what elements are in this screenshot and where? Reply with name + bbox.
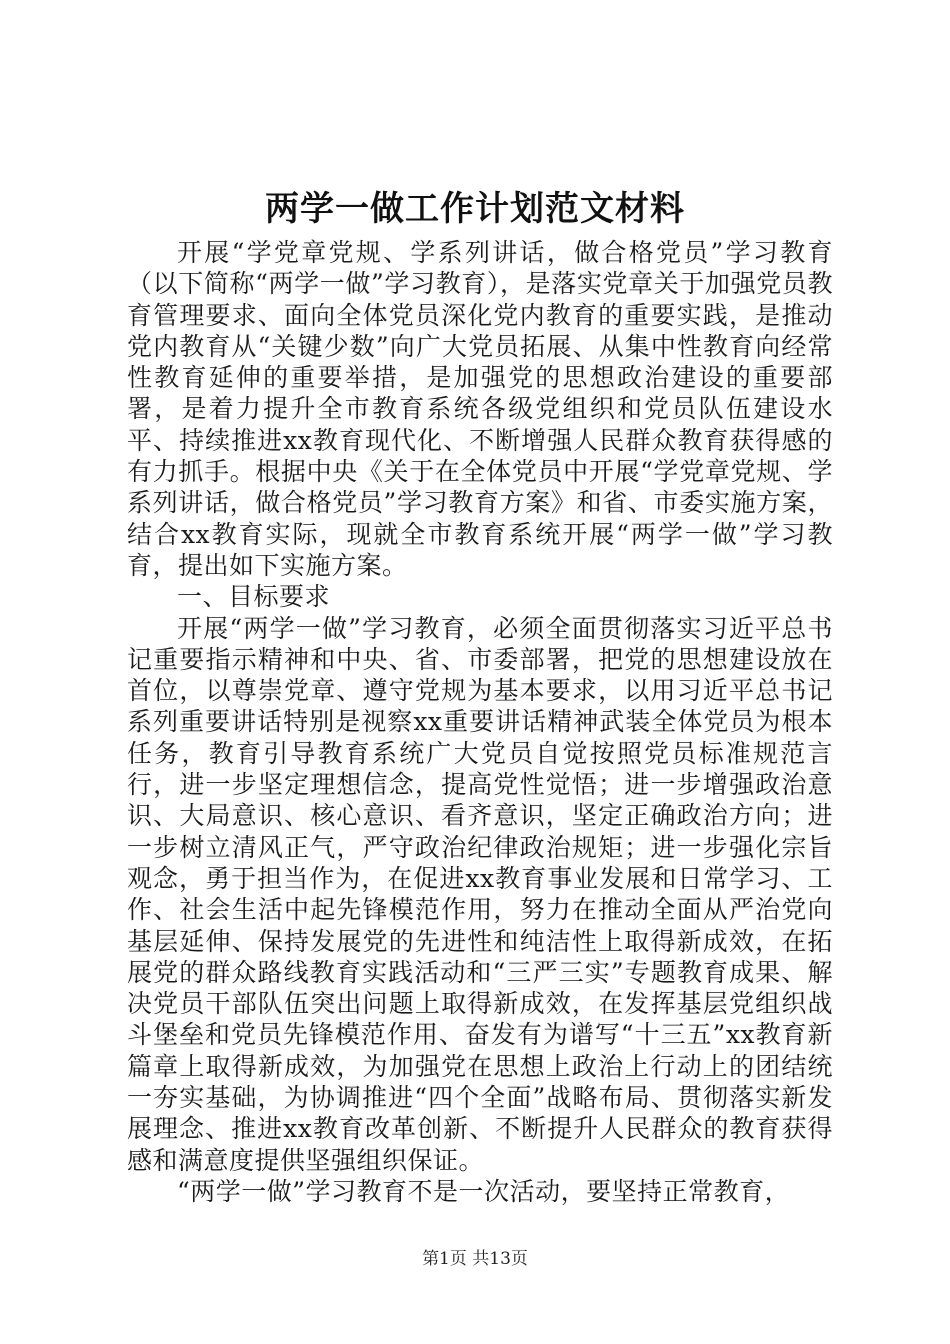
paragraph-continuation: “两学一做”学习教育不是一次活动，要坚持正常教育， — [177, 1176, 791, 1206]
document-title: 两学一做工作计划范文材料 — [265, 189, 685, 229]
paragraph-goals: 开展“两学一做”学习教育，必须全面贯彻落实习近平总书记重要指示精神和中央、省、市委部署，把党的思想建设放在首位，以尊崇党章、遵守党规为基本要求，以用习近平总书记系列重要讲话特别是视察xx重要讲话精神武装全体党员为根本任务，教育引导教育系统广大党员自觉按照党员标准规范言行，进一步坚定理想信念，提高党性觉悟；进一步增强政治意识、大局意识、核心意识、看齐意识，坚定正确政治方向；进一步树立清风正气，严守政治纪律政治规矩；进一步强化宗旨观念，勇于担当作为，在促进xx教育事业发展和日常学习、工作、社会生活中起先锋模范作用，努力在推动全面从严治党向基层延伸、保持发展党的先进性和纯洁性上取得新成效，在拓展党的群众路线教育实践活动和“三严三实”专题教育成果、解决党员干部队伍突出问题上取得新成效，在发挥基层党组织战斗堡垒和党员先锋模范作用、奋发有为谱写“十三五”xx教育新篇章上取得新成效，为加强党在思想上政治上行动上的团结统一夯实基础，为协调推进“四个全面”战略布局、贯彻落实新发展理念、推进xx教育改革创新、不断提升人民群众的教育获得感和满意度提供坚强组织保证。 — [127, 613, 833, 1175]
document-body — [127, 237, 833, 1207]
section-heading-goals: 一、目标要求 — [177, 582, 331, 612]
page-footer: 第1页 共13页 — [422, 1249, 528, 1269]
paragraph-intro: 开展“学党章党规、学系列讲话，做合格党员”学习教育（以下简称“两学一做”学习教育），是落实党章关于加强党员教育管理要求、面向全体党员深化党内教育的重要实践，是推动党内教育从“关键少数”向广大党员拓展、从集中性教育向经常性教育延伸的重要举措，是加强党的思想政治建设的重要部署，是着力提升全市教育系统各级党组织和党员队伍建设水平、持续推进xx教育现代化、不断增强人民群众教育获得感的有力抓手。根据中央《关于在全体党员中开展“学党章党规、学系列讲话，做合格党员”学习教育方案》和省、市委实施方案，结合xx教育实际，现就全市教育系统开展“两学一做”学习教育，提出如下实施方案。 — [127, 238, 833, 580]
